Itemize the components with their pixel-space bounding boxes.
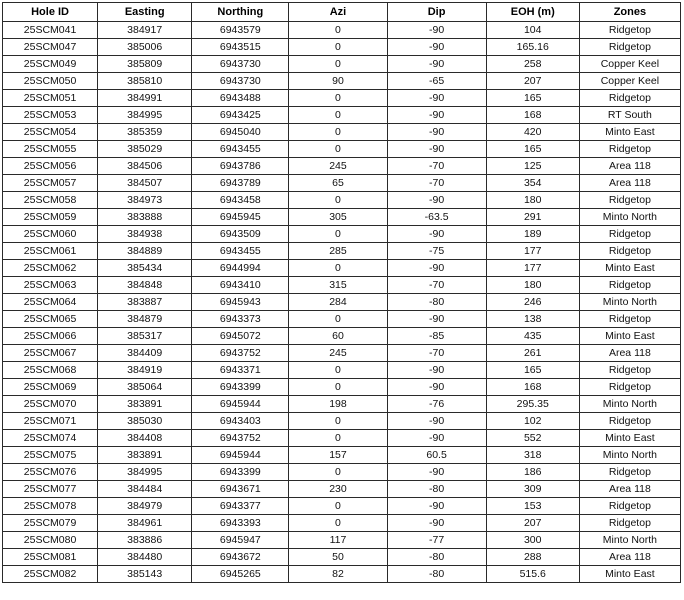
table-cell: 285 — [289, 243, 387, 260]
table-cell: 383886 — [98, 532, 192, 549]
table-cell: -70 — [387, 175, 486, 192]
table-cell: 25SCM050 — [3, 73, 98, 90]
table-cell: 385359 — [98, 124, 192, 141]
table-cell: 0 — [289, 39, 387, 56]
table-cell: -75 — [387, 243, 486, 260]
table-cell: Area 118 — [579, 481, 680, 498]
table-cell: 180 — [486, 192, 579, 209]
table-cell: 25SCM079 — [3, 515, 98, 532]
table-cell: 6943488 — [192, 90, 289, 107]
table-row — [3, 311, 681, 328]
table-cell: 0 — [289, 379, 387, 396]
table-cell: 552 — [486, 430, 579, 447]
table-row — [3, 209, 681, 226]
table-row — [3, 430, 681, 447]
table-cell: 384408 — [98, 430, 192, 447]
table-cell: Minto North — [579, 396, 680, 413]
table-cell: -80 — [387, 294, 486, 311]
table-cell: 6943373 — [192, 311, 289, 328]
table-cell: -90 — [387, 430, 486, 447]
table-cell: 246 — [486, 294, 579, 311]
table-row — [3, 396, 681, 413]
header-row — [3, 3, 681, 22]
table-cell: -90 — [387, 56, 486, 73]
table-row — [3, 243, 681, 260]
table-cell: 384995 — [98, 464, 192, 481]
table-cell: 318 — [486, 447, 579, 464]
table-cell: 25SCM066 — [3, 328, 98, 345]
table-cell: 385030 — [98, 413, 192, 430]
table-row — [3, 226, 681, 243]
column-header-hole-id: Hole ID — [3, 3, 98, 22]
table-row — [3, 498, 681, 515]
table-cell: -70 — [387, 277, 486, 294]
table-row — [3, 73, 681, 90]
table-row — [3, 141, 681, 158]
table-row — [3, 549, 681, 566]
table-cell: 177 — [486, 243, 579, 260]
table-cell: 189 — [486, 226, 579, 243]
table-cell: Minto East — [579, 566, 680, 583]
table-cell: 0 — [289, 311, 387, 328]
table-row — [3, 56, 681, 73]
table-cell: -90 — [387, 464, 486, 481]
table-cell: 6943730 — [192, 73, 289, 90]
table-cell: 25SCM077 — [3, 481, 98, 498]
table-cell: -70 — [387, 345, 486, 362]
table-cell: 0 — [289, 90, 387, 107]
table-cell: 385810 — [98, 73, 192, 90]
table-cell: 177 — [486, 260, 579, 277]
table-cell: 0 — [289, 192, 387, 209]
table-row — [3, 413, 681, 430]
table-cell: 383891 — [98, 447, 192, 464]
table-cell: 25SCM080 — [3, 532, 98, 549]
table-cell: -90 — [387, 362, 486, 379]
table-cell: 6944994 — [192, 260, 289, 277]
table-cell: 25SCM065 — [3, 311, 98, 328]
table-cell: 284 — [289, 294, 387, 311]
table-cell: 384961 — [98, 515, 192, 532]
table-cell: 25SCM069 — [3, 379, 98, 396]
table-cell: 0 — [289, 498, 387, 515]
table-cell: -90 — [387, 413, 486, 430]
column-header-eoh-m: EOH (m) — [486, 3, 579, 22]
table-cell: 385809 — [98, 56, 192, 73]
table-cell: 385029 — [98, 141, 192, 158]
table-cell: 25SCM062 — [3, 260, 98, 277]
table-cell: 384991 — [98, 90, 192, 107]
table-cell: -65 — [387, 73, 486, 90]
table-row — [3, 107, 681, 124]
table-cell: 25SCM074 — [3, 430, 98, 447]
table-cell: 6943671 — [192, 481, 289, 498]
table-cell: Minto North — [579, 532, 680, 549]
table-cell: 104 — [486, 22, 579, 39]
table-cell: Ridgetop — [579, 226, 680, 243]
table-cell: 515.6 — [486, 566, 579, 583]
table-row — [3, 532, 681, 549]
table-cell: 6943509 — [192, 226, 289, 243]
table-row — [3, 192, 681, 209]
table-cell: 6943672 — [192, 549, 289, 566]
table-cell: 385064 — [98, 379, 192, 396]
table-cell: 186 — [486, 464, 579, 481]
table-row — [3, 328, 681, 345]
table-row — [3, 447, 681, 464]
table-cell: 6943515 — [192, 39, 289, 56]
table-cell: 0 — [289, 22, 387, 39]
table-row — [3, 90, 681, 107]
table-cell: 288 — [486, 549, 579, 566]
table-cell: 6943399 — [192, 464, 289, 481]
table-cell: 25SCM054 — [3, 124, 98, 141]
table-row — [3, 294, 681, 311]
table-cell: 385143 — [98, 566, 192, 583]
table-row — [3, 481, 681, 498]
table-cell: Area 118 — [579, 175, 680, 192]
table-cell: 6943377 — [192, 498, 289, 515]
table-cell: 198 — [289, 396, 387, 413]
table-cell: 6943403 — [192, 413, 289, 430]
table-cell: 165 — [486, 141, 579, 158]
table-cell: 153 — [486, 498, 579, 515]
table-cell: Minto North — [579, 447, 680, 464]
column-header-zones: Zones — [579, 3, 680, 22]
table-cell: 0 — [289, 56, 387, 73]
table-cell: 291 — [486, 209, 579, 226]
table-cell: -90 — [387, 498, 486, 515]
table-cell: 25SCM063 — [3, 277, 98, 294]
column-header-dip: Dip — [387, 3, 486, 22]
table-cell: 25SCM076 — [3, 464, 98, 481]
table-cell: -90 — [387, 311, 486, 328]
table-cell: Ridgetop — [579, 141, 680, 158]
table-cell: 383891 — [98, 396, 192, 413]
table-cell: 102 — [486, 413, 579, 430]
table-cell: 25SCM055 — [3, 141, 98, 158]
table-cell: 435 — [486, 328, 579, 345]
table-cell: 60 — [289, 328, 387, 345]
table-cell: 165 — [486, 362, 579, 379]
table-row — [3, 39, 681, 56]
table-row — [3, 158, 681, 175]
table-cell: Minto East — [579, 124, 680, 141]
table-cell: -80 — [387, 566, 486, 583]
table-cell: 385317 — [98, 328, 192, 345]
table-cell: 207 — [486, 73, 579, 90]
table-cell: 385006 — [98, 39, 192, 56]
column-header-azi: Azi — [289, 3, 387, 22]
table-cell: Ridgetop — [579, 413, 680, 430]
table-cell: 6945944 — [192, 396, 289, 413]
table-cell: Ridgetop — [579, 192, 680, 209]
table-cell: 384995 — [98, 107, 192, 124]
table-cell: 300 — [486, 532, 579, 549]
table-cell: 25SCM064 — [3, 294, 98, 311]
table-cell: 6943425 — [192, 107, 289, 124]
table-cell: Ridgetop — [579, 498, 680, 515]
table-cell: Ridgetop — [579, 22, 680, 39]
table-cell: 6945040 — [192, 124, 289, 141]
table-cell: Ridgetop — [579, 464, 680, 481]
table-cell: 0 — [289, 124, 387, 141]
table-cell: 245 — [289, 158, 387, 175]
table-cell: 0 — [289, 362, 387, 379]
table-cell: 25SCM053 — [3, 107, 98, 124]
table-cell: 384480 — [98, 549, 192, 566]
table-cell: 305 — [289, 209, 387, 226]
table-cell: 82 — [289, 566, 387, 583]
table-cell: 6945944 — [192, 447, 289, 464]
table-cell: 258 — [486, 56, 579, 73]
table-cell: 25SCM071 — [3, 413, 98, 430]
table-cell: 384506 — [98, 158, 192, 175]
table-row — [3, 260, 681, 277]
table-cell: 6943393 — [192, 515, 289, 532]
table-cell: 165 — [486, 90, 579, 107]
table-cell: -90 — [387, 379, 486, 396]
table-cell: 6943455 — [192, 141, 289, 158]
table-cell: 25SCM061 — [3, 243, 98, 260]
table-cell: 0 — [289, 413, 387, 430]
table-cell: 6945947 — [192, 532, 289, 549]
drill-collar-table — [2, 2, 681, 583]
table-cell: 383887 — [98, 294, 192, 311]
table-cell: 0 — [289, 464, 387, 481]
table-cell: 420 — [486, 124, 579, 141]
table-cell: 25SCM059 — [3, 209, 98, 226]
table-cell: 384938 — [98, 226, 192, 243]
table-cell: 90 — [289, 73, 387, 90]
table-cell: 6943458 — [192, 192, 289, 209]
table-cell: 6943752 — [192, 430, 289, 447]
table-row — [3, 175, 681, 192]
table-cell: Minto North — [579, 209, 680, 226]
table-cell: -77 — [387, 532, 486, 549]
table-cell: Ridgetop — [579, 90, 680, 107]
table-cell: 6945072 — [192, 328, 289, 345]
table-cell: Ridgetop — [579, 311, 680, 328]
table-cell: -90 — [387, 141, 486, 158]
table-cell: 295.35 — [486, 396, 579, 413]
table-cell: Area 118 — [579, 158, 680, 175]
table-row — [3, 362, 681, 379]
table-cell: Minto East — [579, 430, 680, 447]
table-cell: 25SCM067 — [3, 345, 98, 362]
table-cell: Copper Keel — [579, 56, 680, 73]
table-cell: 50 — [289, 549, 387, 566]
table-cell: 309 — [486, 481, 579, 498]
table-cell: 60.5 — [387, 447, 486, 464]
table-cell: 6943371 — [192, 362, 289, 379]
table-cell: Ridgetop — [579, 243, 680, 260]
table-cell: Area 118 — [579, 345, 680, 362]
table-cell: 125 — [486, 158, 579, 175]
table-cell: Ridgetop — [579, 277, 680, 294]
table-cell: 157 — [289, 447, 387, 464]
table-cell: 165.16 — [486, 39, 579, 56]
table-cell: 6943399 — [192, 379, 289, 396]
table-row — [3, 124, 681, 141]
table-cell: 168 — [486, 107, 579, 124]
table-row — [3, 566, 681, 583]
table-cell: 25SCM070 — [3, 396, 98, 413]
table-cell: 0 — [289, 260, 387, 277]
table-cell: 384507 — [98, 175, 192, 192]
table-cell: 25SCM068 — [3, 362, 98, 379]
table-cell: -90 — [387, 90, 486, 107]
table-cell: Ridgetop — [579, 515, 680, 532]
table-row — [3, 345, 681, 362]
table-row — [3, 22, 681, 39]
table-cell: -90 — [387, 226, 486, 243]
table-cell: 25SCM058 — [3, 192, 98, 209]
table-cell: -63.5 — [387, 209, 486, 226]
table-cell: 0 — [289, 141, 387, 158]
column-header-easting: Easting — [98, 3, 192, 22]
table-cell: -70 — [387, 158, 486, 175]
table-cell: -90 — [387, 22, 486, 39]
table-cell: 385434 — [98, 260, 192, 277]
table-cell: 25SCM056 — [3, 158, 98, 175]
table-cell: -90 — [387, 107, 486, 124]
table-cell: 180 — [486, 277, 579, 294]
table-cell: 25SCM051 — [3, 90, 98, 107]
table-cell: 6943455 — [192, 243, 289, 260]
table-cell: 6943410 — [192, 277, 289, 294]
table-body — [3, 22, 681, 583]
table-cell: 383888 — [98, 209, 192, 226]
table-cell: Ridgetop — [579, 362, 680, 379]
table-cell: 6943789 — [192, 175, 289, 192]
table-cell: Ridgetop — [579, 39, 680, 56]
table-cell: 6943752 — [192, 345, 289, 362]
table-cell: 25SCM078 — [3, 498, 98, 515]
table-cell: Copper Keel — [579, 73, 680, 90]
table-cell: -90 — [387, 192, 486, 209]
table-cell: 6945943 — [192, 294, 289, 311]
table-cell: 25SCM075 — [3, 447, 98, 464]
table-cell: 138 — [486, 311, 579, 328]
table-cell: -85 — [387, 328, 486, 345]
table-row — [3, 379, 681, 396]
table-row — [3, 515, 681, 532]
table-cell: 6943786 — [192, 158, 289, 175]
table-cell: 25SCM060 — [3, 226, 98, 243]
table-cell: 384979 — [98, 498, 192, 515]
table-row — [3, 277, 681, 294]
table-cell: 384879 — [98, 311, 192, 328]
table-cell: 315 — [289, 277, 387, 294]
table-cell: 25SCM041 — [3, 22, 98, 39]
table-cell: 65 — [289, 175, 387, 192]
table-cell: 6945945 — [192, 209, 289, 226]
table-cell: 354 — [486, 175, 579, 192]
table-cell: 384917 — [98, 22, 192, 39]
table-cell: 207 — [486, 515, 579, 532]
table-cell: 384919 — [98, 362, 192, 379]
table-cell: -90 — [387, 515, 486, 532]
table-cell: 6943730 — [192, 56, 289, 73]
table-cell: Minto East — [579, 328, 680, 345]
table-cell: 25SCM082 — [3, 566, 98, 583]
table-cell: RT South — [579, 107, 680, 124]
table-cell: 25SCM047 — [3, 39, 98, 56]
table-cell: 25SCM081 — [3, 549, 98, 566]
table-cell: Minto East — [579, 260, 680, 277]
table-cell: 25SCM049 — [3, 56, 98, 73]
table-cell: Area 118 — [579, 549, 680, 566]
table-cell: 0 — [289, 226, 387, 243]
column-header-northing: Northing — [192, 3, 289, 22]
table-cell: 25SCM057 — [3, 175, 98, 192]
table-cell: 0 — [289, 515, 387, 532]
table-cell: 117 — [289, 532, 387, 549]
table-cell: 384973 — [98, 192, 192, 209]
table-cell: 0 — [289, 107, 387, 124]
table-cell: 261 — [486, 345, 579, 362]
table-row — [3, 464, 681, 481]
table-cell: -90 — [387, 124, 486, 141]
table-cell: -80 — [387, 549, 486, 566]
table-cell: 245 — [289, 345, 387, 362]
table-cell: Ridgetop — [579, 379, 680, 396]
table-cell: 6943579 — [192, 22, 289, 39]
table-cell: 384889 — [98, 243, 192, 260]
table-cell: 384409 — [98, 345, 192, 362]
table-cell: 384484 — [98, 481, 192, 498]
table-cell: 6945265 — [192, 566, 289, 583]
table-cell: -90 — [387, 39, 486, 56]
table-cell: 230 — [289, 481, 387, 498]
table-cell: -76 — [387, 396, 486, 413]
table-cell: 0 — [289, 430, 387, 447]
table-cell: -80 — [387, 481, 486, 498]
table-cell: Minto North — [579, 294, 680, 311]
table-cell: 168 — [486, 379, 579, 396]
table-cell: -90 — [387, 260, 486, 277]
table-cell: 384848 — [98, 277, 192, 294]
